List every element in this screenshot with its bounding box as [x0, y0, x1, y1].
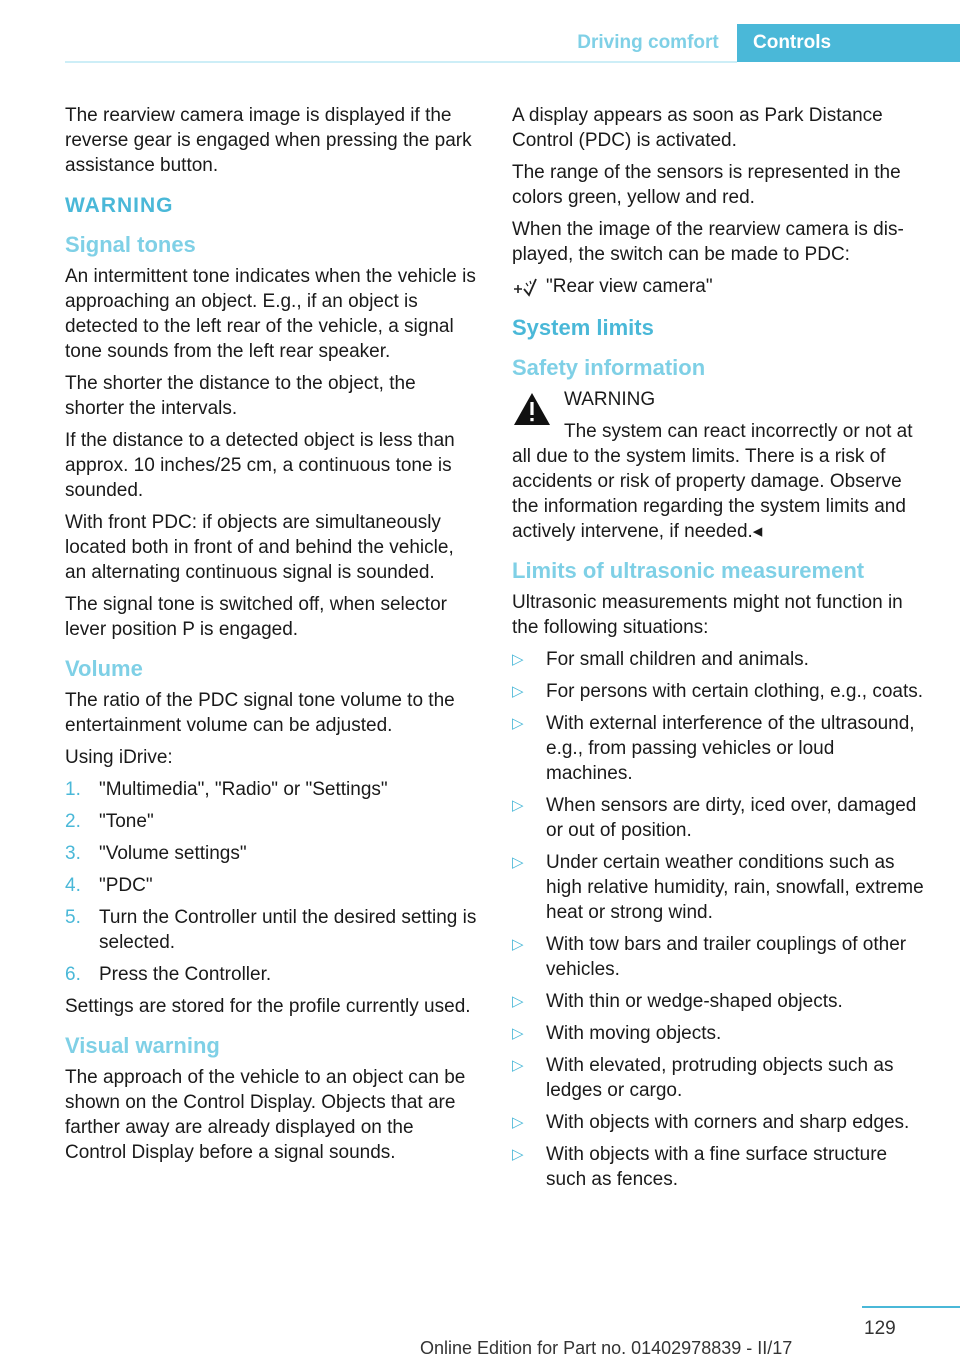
volume-heading: Volume — [65, 656, 143, 681]
step-item — [65, 777, 477, 802]
signal-paragraph-2: The shorter the distance to the object, the shorter the intervals. — [65, 373, 416, 419]
signal-paragraph-1: An intermittent tone indicates when the vehicle is approaching an object. E.g., if an object is detected to the left rear of the vehicle, a signal tone sounds from the left rear speaker. — [65, 266, 476, 362]
safety-warning-box — [512, 387, 924, 544]
list-item — [512, 989, 924, 1014]
step-number: 6. — [65, 964, 81, 985]
pdc-display-paragraph: A display appears as soon as Park Distance Control (PDC) is activated. — [512, 105, 883, 151]
ultrasonic-intro: Ultrasonic measurements might not function in the following situations: — [512, 592, 903, 638]
step-text: "Volume settings" — [99, 843, 247, 864]
step-item — [65, 905, 477, 955]
warning-heading: WARNING — [65, 194, 174, 217]
bullet-marker: ▷ — [512, 651, 524, 668]
list-item-text: With objects with corners and sharp edges. — [546, 1112, 910, 1133]
list-item — [512, 679, 924, 704]
volume-paragraph-2: Using iDrive: — [65, 747, 173, 768]
list-item-text: With objects with a fine surface structure such as fences. — [546, 1144, 888, 1190]
step-text: Press the Controller. — [99, 964, 272, 985]
list-item — [512, 793, 924, 843]
volume-paragraph-3: Settings are stored for the profile currently used. — [65, 996, 471, 1017]
list-item-text: With external interference of the ultrasound, e.g., from passing vehicles or loud machines. — [546, 713, 915, 784]
visual-warning-paragraph: The approach of the vehicle to an object can be shown on the Control Display. Objects that are farther away are already displayed on the Control Display before a signal sounds. — [65, 1067, 466, 1163]
signal-paragraph-3: If the distance to a detected object is less than approx. 10 inches/25 cm, a continuous tone is sounded. — [65, 430, 455, 501]
step-item — [65, 962, 477, 987]
intro-paragraph: The rearview camera image is displayed if the reverse gear is engaged when pressing the park assistance button. — [65, 105, 472, 176]
bullet-marker: ▷ — [512, 1146, 524, 1163]
bullet-marker: ▷ — [512, 936, 524, 953]
signal-tones-heading: Signal tones — [65, 232, 196, 257]
bullet-marker: ▷ — [512, 854, 524, 871]
rear-view-camera-label: "Rear view camera" — [546, 276, 713, 297]
warning-text: The system can react incorrectly or not at all due to the system limits. There is a risk of accidents or risk of property damage. Observe the information regarding the system limits and actively intervene, if needed.◂ — [512, 421, 913, 542]
list-item-text: With elevated, protruding objects such as ledges or cargo. — [546, 1055, 894, 1101]
list-item-text: For small children and animals. — [546, 649, 809, 670]
bullet-marker: ▷ — [512, 993, 524, 1010]
list-item-text: Under certain weather conditions such as high relative humidity, rain, snowfall, extreme heat or strong wind. — [546, 852, 924, 923]
signal-paragraph-4: With front PDC: if objects are simultaneously located both in front of and behind the vehicle, an alternating continuous signal is sounded. — [65, 512, 454, 583]
safety-information-heading: Safety information — [512, 355, 706, 380]
list-item — [512, 711, 924, 786]
idrive-steps-list — [65, 777, 477, 987]
list-item — [512, 932, 924, 982]
footer-edition-text: Online Edition for Part no. 01402978839 - II/17 — [420, 1338, 793, 1358]
step-number: 4. — [65, 875, 81, 896]
switch-pdc-paragraph: When the image of the rearview camera is displayed, the switch can be made to PDC: — [512, 219, 904, 265]
rear-view-camera-option — [512, 274, 924, 299]
list-item — [512, 850, 924, 925]
bullet-marker: ▷ — [512, 1057, 524, 1074]
page-number: 129 — [864, 1318, 896, 1339]
list-item-text: With tow bars and trailer couplings of other vehicles. — [546, 934, 907, 980]
step-number: 1. — [65, 779, 81, 800]
signal-paragraph-5: The signal tone is switched off, when selector lever position P is engaged. — [65, 594, 447, 640]
list-item — [512, 1110, 924, 1135]
bullet-marker: ▷ — [512, 683, 524, 700]
bullet-marker: ▷ — [512, 715, 524, 732]
sensor-range-paragraph: The range of the sensors is represented in the colors green, yellow and red. — [512, 162, 901, 208]
list-item — [512, 1142, 924, 1192]
bullet-marker: ▷ — [512, 1025, 524, 1042]
bullet-marker: ▷ — [512, 797, 524, 814]
header-rule — [65, 61, 737, 63]
list-item-text: With thin or wedge-shaped objects. — [546, 991, 843, 1012]
right-column — [512, 103, 924, 1199]
ultrasonic-limits-list — [512, 647, 924, 1192]
header-tab-controls: Controls — [737, 24, 960, 62]
list-item-text: With moving objects. — [546, 1023, 722, 1044]
list-item — [512, 1053, 924, 1103]
step-text: "Tone" — [99, 811, 154, 832]
list-item — [512, 1021, 924, 1046]
header-section-title: Driving comfort — [577, 32, 719, 53]
list-item-text: When sensors are dirty, iced over, damaged or out of position. — [546, 795, 917, 841]
left-column — [65, 103, 477, 1172]
list-item — [512, 647, 924, 672]
warning-title: WARNING — [564, 389, 656, 410]
step-item — [65, 873, 477, 898]
step-text: Turn the Controller until the desired setting is selected. — [99, 907, 477, 953]
step-number: 5. — [65, 907, 81, 928]
ultrasonic-limits-heading: Limits of ultrasonic measurement — [512, 558, 865, 583]
step-number: 3. — [65, 843, 81, 864]
step-text: "PDC" — [99, 875, 153, 896]
step-item — [65, 809, 477, 834]
step-number: 2. — [65, 811, 81, 832]
footer-rule — [862, 1306, 960, 1308]
rear-view-camera-icon — [512, 277, 538, 297]
list-item-text: For persons with certain clothing, e.g., coats. — [546, 681, 924, 702]
warning-triangle-icon — [512, 391, 552, 427]
visual-warning-heading: Visual warning — [65, 1033, 220, 1058]
bullet-marker: ▷ — [512, 1114, 524, 1131]
step-item — [65, 841, 477, 866]
system-limits-heading: System limits — [512, 315, 654, 340]
volume-paragraph-1: The ratio of the PDC signal tone volume to the entertainment volume can be adjusted. — [65, 690, 455, 736]
step-text: "Multimedia", "Radio" or "Settings" — [99, 779, 388, 800]
